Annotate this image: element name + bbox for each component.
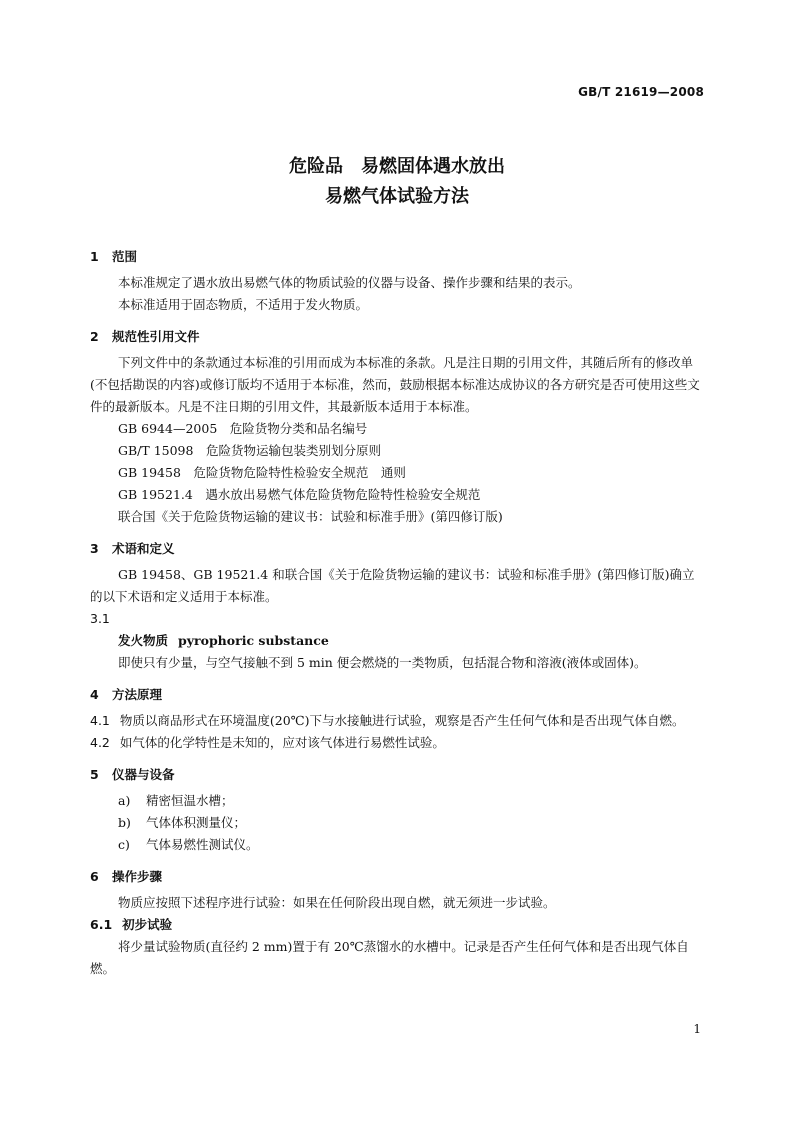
section-4-heading: 4 方法原理 <box>90 687 163 702</box>
section-1-paragraph-1: 本标准规定了遇水放出易燃气体的物质试验的仪器与设备、操作步骤和结果的表示。 <box>118 275 581 290</box>
list-item: a) 精密恒温水槽； <box>118 793 234 808</box>
section-3-heading: 3 术语和定义 <box>90 541 175 556</box>
term-entry <box>90 630 706 652</box>
clause-number: 4.2 <box>90 735 110 750</box>
clause-text: 物质以商品形式在环境温度(20℃)下与水接触进行试验，观察是否产生任何气体和是否出现气体自燃。 <box>119 713 685 728</box>
section-1-paragraph-2: 本标准适用于固态物质，不适用于发火物质。 <box>118 297 369 312</box>
clause-text: 如气体的化学特性是未知的，应对该气体进行易燃性试验。 <box>119 735 445 750</box>
document-body <box>90 246 706 980</box>
title-line-2: 易燃气体试验方法 <box>325 186 469 207</box>
section-6-heading: 6 操作步骤 <box>90 869 163 884</box>
document-title <box>0 152 794 212</box>
normative-reference: GB 19521.4 遇水放出易燃气体危险货物危险特性检验安全规范 <box>118 487 481 502</box>
list-item: b) 气体体积测量仪； <box>118 815 247 830</box>
section-1-heading: 1 范围 <box>90 249 138 264</box>
page-number: 1 <box>693 1022 701 1036</box>
term-english: pyrophoric substance <box>178 633 329 648</box>
subsection-6-1-heading: 6.1 初步试验 <box>90 917 173 932</box>
section-6-paragraph-1: 物质应按照下述程序进行试验：如果在任何阶段出现自燃，就无须进一步试验。 <box>118 895 556 910</box>
clause-4-1 <box>90 710 706 732</box>
standard-code: GB/T 21619—2008 <box>578 85 704 99</box>
title-line-1: 危险品 易燃固体遇水放出 <box>289 156 505 177</box>
list-item: c) 气体易燃性测试仪。 <box>118 837 259 852</box>
normative-reference: 联合国《关于危险货物运输的建议书：试验和标准手册》(第四修订版) <box>118 509 503 524</box>
section-2-paragraph: 下列文件中的条款通过本标准的引用而成为本标准的条款。凡是注日期的引用文件，其随后所有的修改单(不包括勘误的内容)或修订版均不适用于本标准，然而，鼓励根据本标准达成协议的各方研究是否可使用这些文件的最新版本。凡是不注日期的引用文件，其最新版本适用于本标准。 <box>90 355 700 414</box>
section-5-heading: 5 仪器与设备 <box>90 767 175 782</box>
section-3-paragraph: GB 19458、GB 19521.4 和联合国《关于危险货物运输的建议书：试验和标准手册》(第四修订版)确立的以下术语和定义适用于本标准。 <box>90 567 695 604</box>
term-chinese: 发火物质 <box>118 633 169 648</box>
section-6-paragraph-2: 将少量试验物质(直径约 2 mm)置于有 20℃蒸馏水的水槽中。记录是否产生任何气体和是否出现气体自燃。 <box>90 939 689 976</box>
section-2-heading: 2 规范性引用文件 <box>90 329 200 344</box>
normative-reference: GB/T 15098 危险货物运输包装类别划分原则 <box>118 443 381 458</box>
normative-reference: GB 6944—2005 危险货物分类和品名编号 <box>118 421 368 436</box>
clause-4-2 <box>90 732 706 754</box>
normative-reference: GB 19458 危险货物危险特性检验安全规范 通则 <box>118 465 406 480</box>
clause-3-1-number: 3.1 <box>90 611 110 626</box>
term-definition: 即使只有少量，与空气接触不到 5 min 便会燃烧的一类物质，包括混合物和溶液(液体或固体)。 <box>118 655 647 670</box>
clause-number: 4.1 <box>90 713 110 728</box>
